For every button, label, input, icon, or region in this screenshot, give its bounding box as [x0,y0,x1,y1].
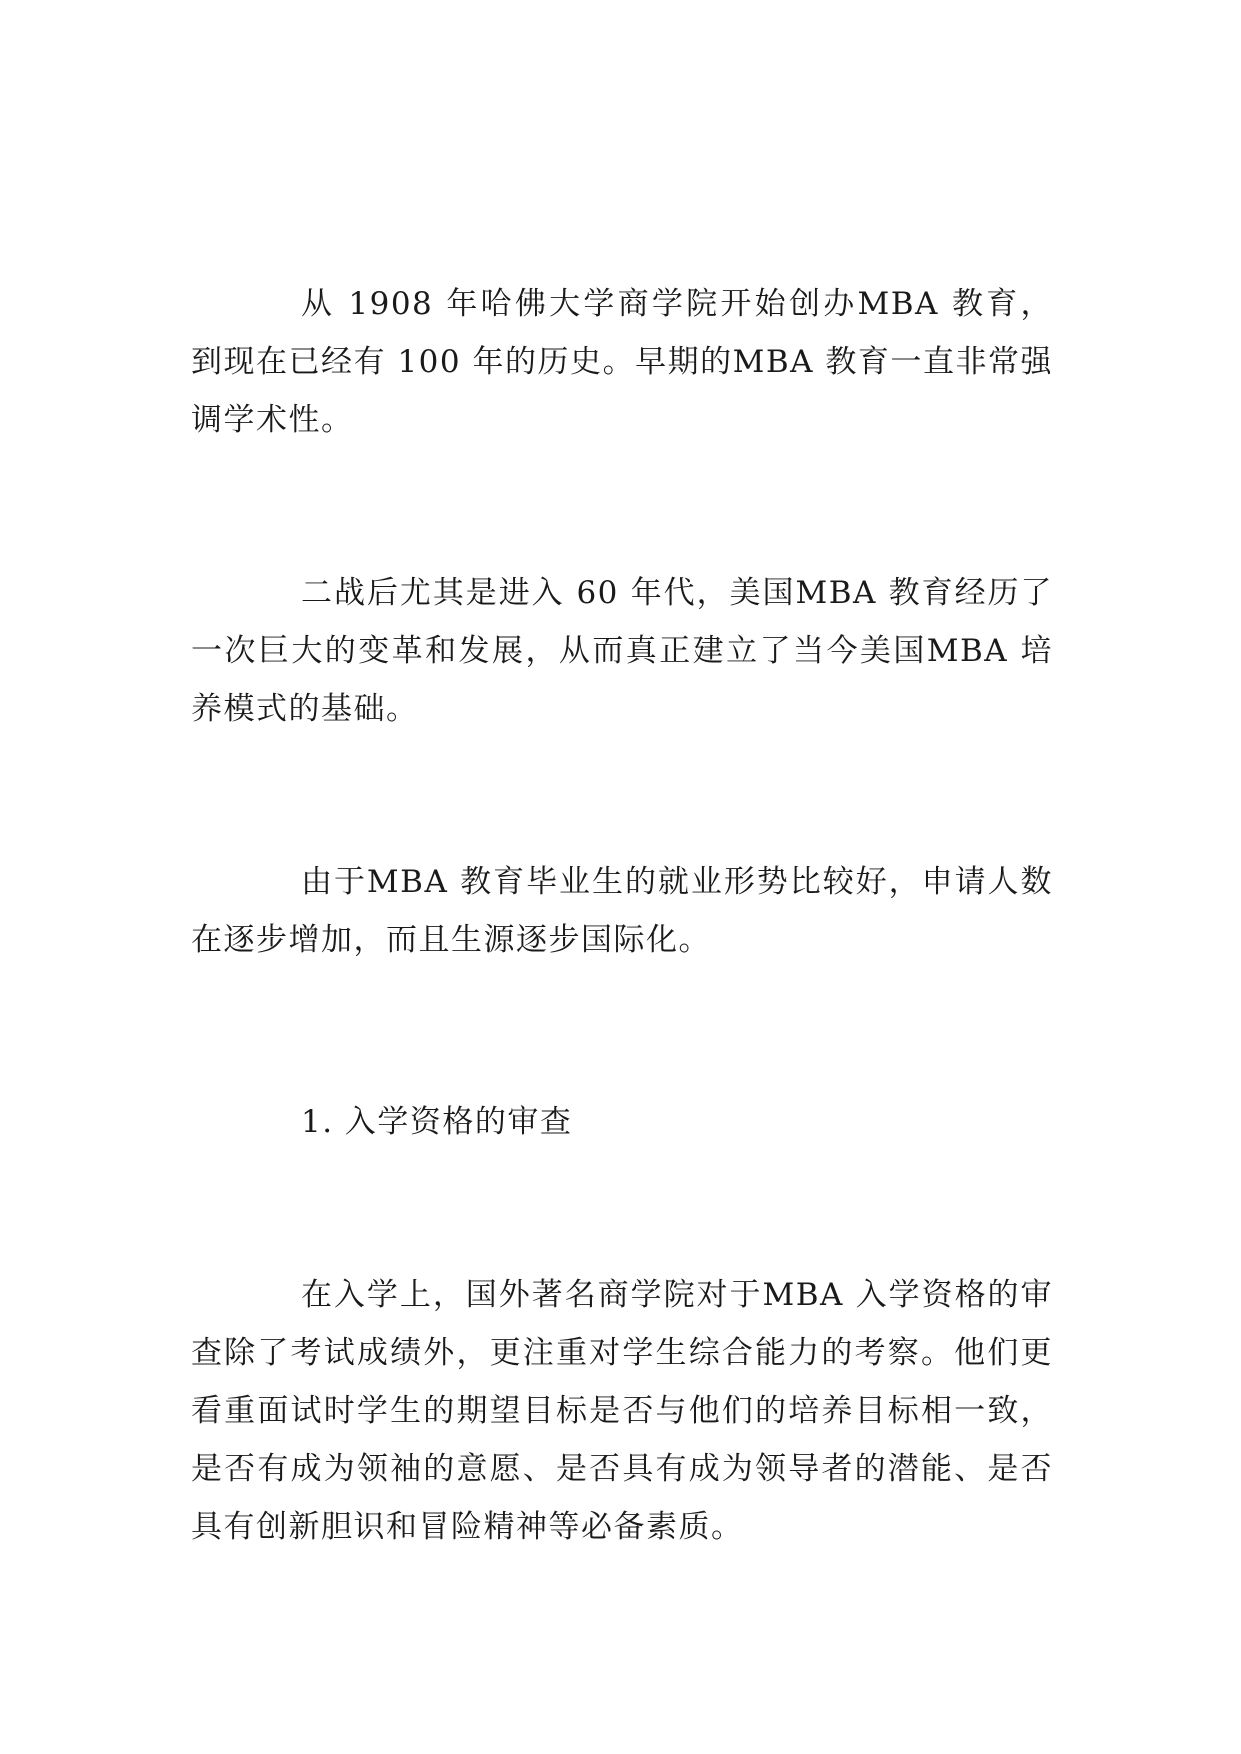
section-heading-admission-review: 1. 入学资格的审查 [301,1104,573,1140]
paragraph-postwar-reform: 二战后尤其是进入 60 年代，美国MBA 教育经历了一次巨大的变革和发展，从而真正建立了当今美国MBA 培养模式的基础。 [191,575,1053,727]
paragraph-employment-outlook: 由于MBA 教育毕业生的就业形势比较好，申请人数在逐步增加，而且生源逐步国际化。 [191,864,1053,958]
paragraph-admission-criteria: 在入学上，国外著名商学院对于MBA 入学资格的审查除了考试成绩外，更注重对学生综合能力的考察。他们更看重面试时学生的期望目标是否与他们的培养目标相一致，是否有成为领袖的意愿、是否具有成为领导者的潜能、是否具有创新胆识和冒险精神等必备素质。 [191,1277,1053,1545]
paragraph-mba-history: 从 1908 年哈佛大学商学院开始创办MBA 教育，到现在已经有 100 年的历史。早期的MBA 教育一直非常强调学术性。 [191,286,1053,438]
